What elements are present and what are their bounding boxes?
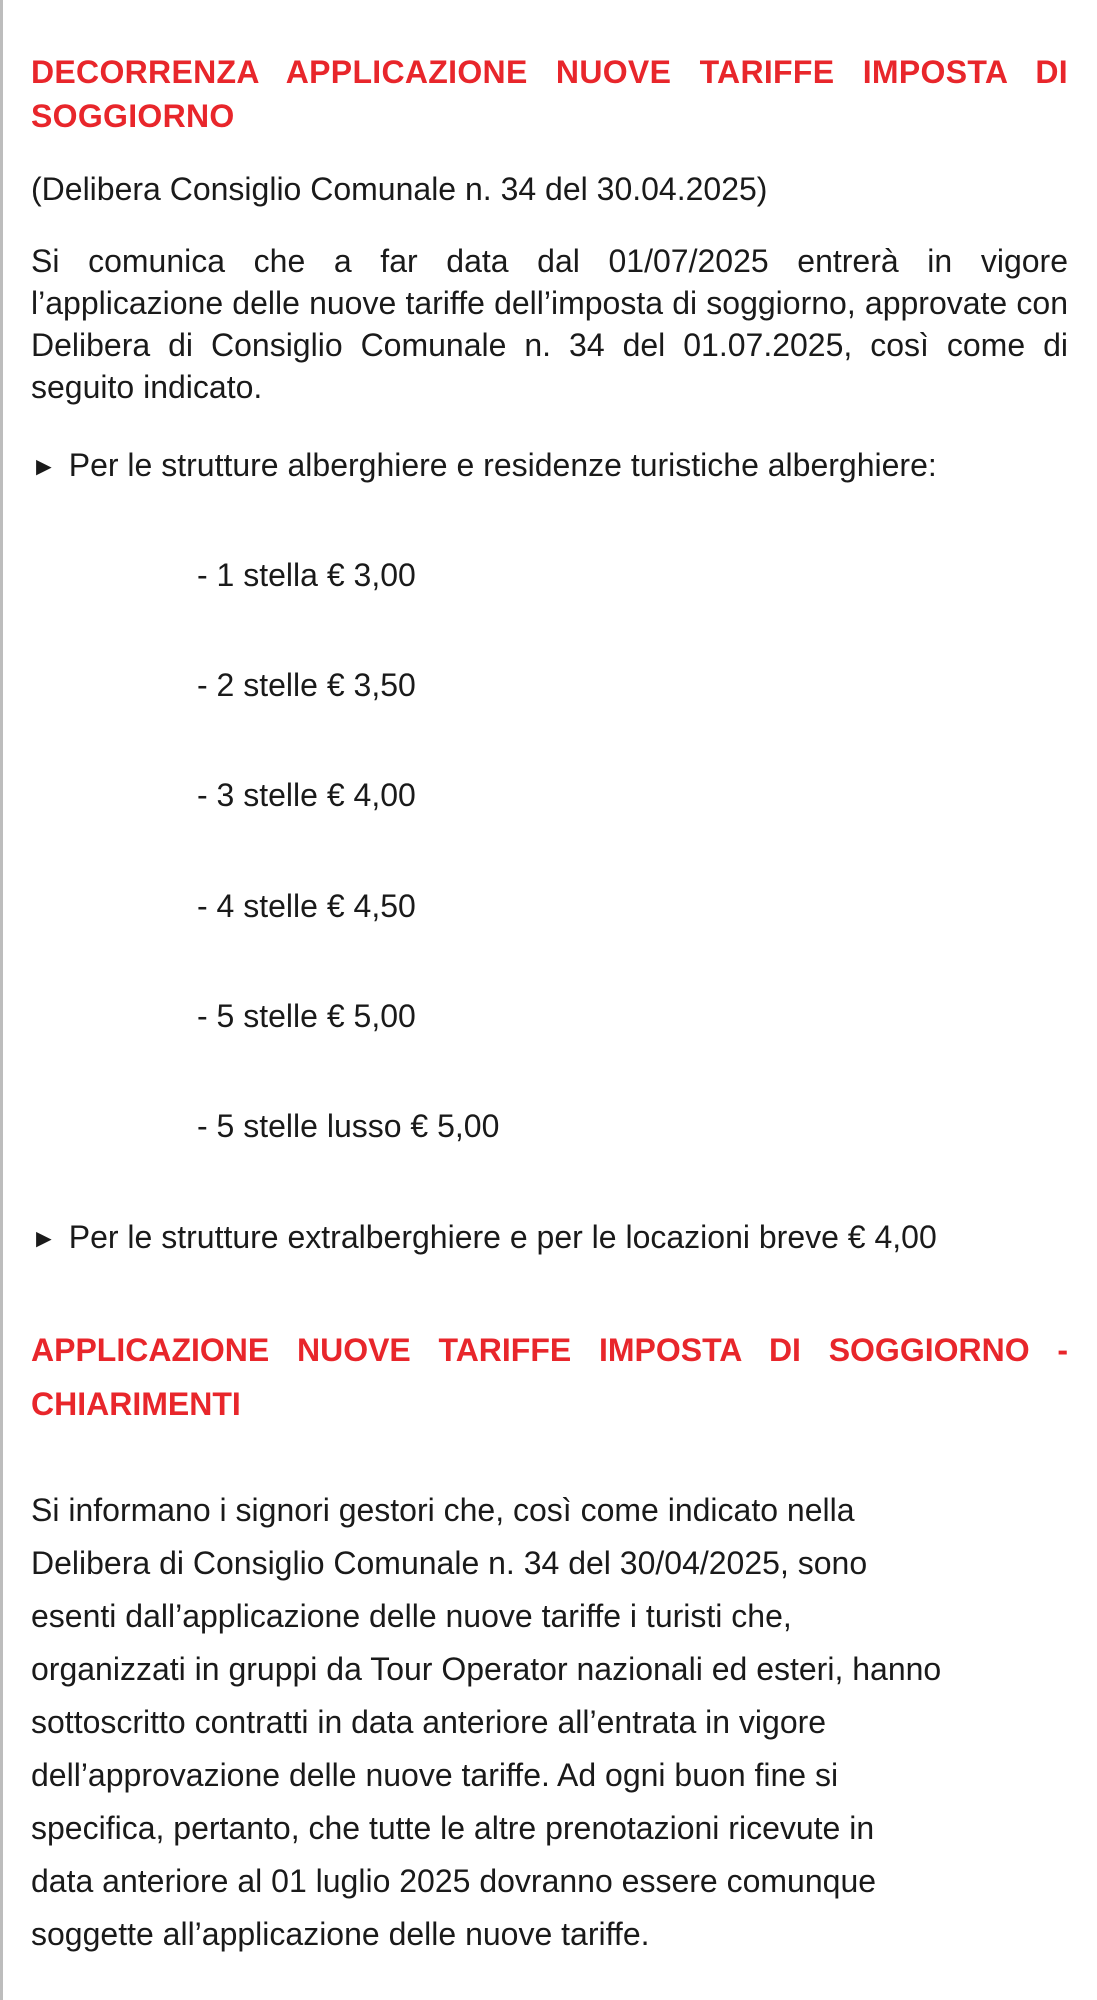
section-1-title: DECORRENZA APPLICAZIONE NUOVE TARIFFE IMPOSTA DI SOGGIORNO [31,54,1068,134]
hotel-structures-label: Per le strutture alberghiere e residenze turistiche alberghiere: [68,447,937,483]
clarification-line: soggette all’applicazione delle nuove tariffe. [31,1916,650,1952]
tariff-item: - 5 stelle € 5,00 [197,998,416,1034]
clarification-paragraph [31,1484,1068,1961]
triangle-right-icon: ► [31,451,57,481]
triangle-right-icon: ► [31,1223,57,1253]
left-border-rule [0,0,3,2000]
hotel-structures-bullet [31,443,937,488]
tariff-item: - 3 stelle € 4,00 [197,777,416,813]
clarification-line: Delibera di Consiglio Comunale n. 34 del 30/04/2025, sono [31,1545,868,1581]
tariff-item: - 1 stella € 3,00 [197,557,416,593]
tariff-item: - 5 stelle lusso € 5,00 [197,1108,500,1144]
extra-hotel-label: Per le strutture extralberghiere e per le locazioni breve € 4,00 [68,1219,937,1255]
clarification-line: organizzati in gruppi da Tour Operator nazionali ed esteri, hanno [31,1651,942,1687]
extra-hotel-bullet [31,1215,937,1260]
clarification-line: data anteriore al 01 luglio 2025 dovranno essere comunque [31,1863,877,1899]
section-2-title: APPLICAZIONE NUOVE TARIFFE IMPOSTA DI SOGGIORNO - CHIARIMENTI [31,1332,1068,1422]
delibera-reference: (Delibera Consiglio Comunale n. 34 del 30.04.2025) [31,171,768,207]
clarification-line: Si informano i signori gestori che, così come indicato nella [31,1492,855,1528]
tariff-item: - 4 stelle € 4,50 [197,888,416,924]
tariff-item: - 2 stelle € 3,50 [197,667,416,703]
clarification-line: esenti dall’applicazione delle nuove tariffe i turisti che, [31,1598,792,1634]
clarification-line: dell’approvazione delle nuove tariffe. Ad ogni buon fine si [31,1757,839,1793]
clarification-line: specifica, pertanto, che tutte le altre prenotazioni ricevute in [31,1810,875,1846]
intro-paragraph: Si comunica che a far data dal 01/07/2025 entrerà in vigore l’applicazione delle nuove tariffe dell’imposta di soggiorno, approvate con Delibera di Consiglio Comunale n. 34 del 01.07.2025, così come di seguito indicato. [31,243,1068,405]
clarification-line: sottoscritto contratti in data anteriore all’entrata in vigore [31,1704,827,1740]
